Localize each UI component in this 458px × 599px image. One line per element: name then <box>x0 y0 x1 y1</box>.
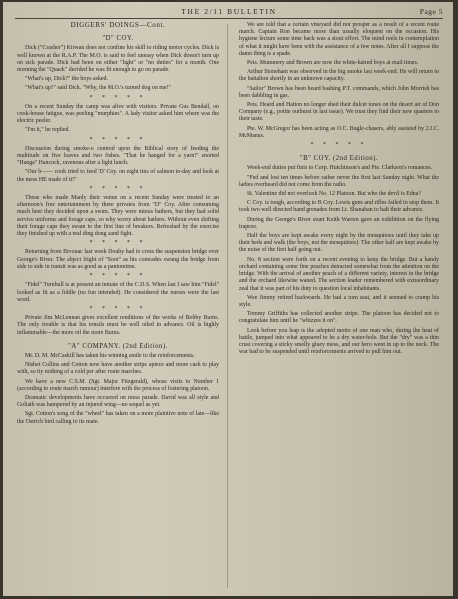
paragraph: Pets. Heard and Hatton no longer shed their dulcet tones on the desert air of Don Company (e.g., pottie outburst in last issue). We trust they find their new quarters to their taste. <box>239 102 439 123</box>
paragraph: "Fidel" Turnbull is at present an inmate of the C.D.S. When last I saw him "Fidel" looked as fit as a fiddle (no fun intended). He considered the nurses were the last word. <box>17 282 219 303</box>
paragraph: Look before you leap is the adopted motto of one man who, during the heat of battle, jumped into what appeared to be a dry water-hole. But the "dry" was a thin crust covering a sticky smelly gluey mess, and our hero went in up to the neck. The war had to be suspended until reinforcements arrived to pull him out. <box>239 327 439 356</box>
separator-stars: * * * * * <box>89 305 147 312</box>
section-heading: DIGGERS' DOINGS—Cont. <box>70 21 166 29</box>
sub-heading-a-company: "A" COMPANY. (2nd Edition). <box>68 342 168 350</box>
paragraph: During the George's River stunt Keith Warren gave an exhibition on the flying trapeze. <box>239 216 439 230</box>
sub-heading-d-coy: "D" COY. <box>102 35 134 43</box>
page-number: Page 5 <box>419 7 443 16</box>
separator-stars: * * * * * <box>89 94 147 101</box>
paragraph: Discussion during smoke-o centred upon the Biblical story of feeding the multitude on five loaves and two fishes. "That be hanged for a yarn!" snorted "Hanga" Hancock, ravenous after a light lunch. <box>17 145 219 167</box>
paragraph: We are told that a certain vineyard did not prosper as a result of a recent route march. Captain Ron became more than usually eloquent on the occasion. His hygiene lecture some time back was a stout effort. The mind reels in contemplation of what it might have been with the assistance of a few notes. After all I suppose the damn thing is a spade. <box>239 22 439 57</box>
paragraph: Those who made Manly their venue on a recent Sunday were treated to an afternoon's free entertainment by three privates from "D" Coy. After consuming much beer they decided upon a swim. They were minus bathers, but they had solid service uniforms and forage caps, so why worry about bathers. Without even shifting their forage caps they swam to the first line of breakers. Refreshed by the exercise they finished up with a real ding dong sand fight. <box>17 195 219 238</box>
paragraph: Sgt. Cotton's song of the "wheel" has taken on a more plaintive note of late—like the Ostrich bird calling to its mate. <box>17 411 219 425</box>
paragraph: Mr. D. M. McCaskill has taken his winning smile to the reinforcements. <box>25 352 195 359</box>
paragraph: Dick ("Crasher") Kirwan does not confine his skill to riding motor cycles. Dick is well known at the R.A.P. The M.O. is said to feel uneasy when Dick doesn't turn up on sick parade. Dick had been on either "light" or "no duties" for a month. One morning the "Quack" decided he was fit enough to go on parade. <box>17 45 219 74</box>
paragraph: "Fed and lost ten times before rather never the first last Sunday night. What the ladies overheard did not come from the radio. <box>239 174 439 188</box>
paragraph: We have a new C.S.M. (Sgt. Major Fitzgerald), whose visits to Number 1 (according to route march rumour) interfere with the process of fostering platoon. <box>17 378 219 392</box>
paragraph: Wee Jimmy retired backwards. He had a torn seat, and it seemed to cramp his style. <box>239 294 439 308</box>
bulletin-page <box>3 2 453 596</box>
sub-heading-b-coy: "B" COY. (2nd Edition). <box>299 155 379 163</box>
paragraph: Arthur Stoneham was observed in the big smoke last week-end. He will return to the battalion shortly in an unknown capacity. <box>239 69 439 83</box>
paragraph: Pte. W. McGregor has been acting as O.C. Bugle-chasers, ably assisted by 2.I.C. McManus. <box>239 125 439 139</box>
separator-stars: * * * * * <box>89 240 147 247</box>
paragraph: St. Valentine did not overlook No. 12 Platoon. But who the devil is Edna? <box>247 191 421 198</box>
separator-stars: * * * * * <box>310 142 368 149</box>
paragraph: Pets. Mummery and Brown are now the white-haired boys at mail times. <box>247 60 419 67</box>
paragraph: Half the boys are kept awake every night by the mosquitoes until they take up their beds and walk (the boys, not the mosquitoes). The other half are kept awake by the noise of the first half going out. <box>239 233 439 254</box>
paragraph: On a recent Sunday the camp was alive with visitors. Private Gus Bendall, on cook-house fatigue, was peeling "murphies". A lady visitor asked him where was the electric peeler. <box>17 103 219 125</box>
bulletin-title: THE 2/11 BULLETIN <box>181 7 277 16</box>
left-column <box>17 22 219 590</box>
separator-stars: * * * * * <box>89 273 147 280</box>
paragraph: "Sailor" Brown has been heard bashing P.T. commands, which John Morrish has been dabbling in gas. <box>239 85 439 99</box>
paragraph: C Coy. is tough, according to B Coy. Lewis guns and rifles failed to stop them. It took two well directed hand grenades from Lt. Shanahan to halt their advance. <box>239 200 439 214</box>
paragraph: Returning from Bivouac last week Douby had to cross the suspension bridge over George's River. The abject fright of "Soot" as his comrades swung the bridge from side to side in transit was as good as a pantomime. <box>17 249 219 270</box>
paragraph: "Our b—— cook tried to feed 'D' Coy. on eight tins of salmon to-day and look at the mess HE made of it!" <box>17 169 219 183</box>
paragraph: "What's up, Dick?" the boys asked. <box>25 76 108 83</box>
header-rule <box>15 18 443 19</box>
paragraph: Tommy Griffiths has collected another stripe. The platoon has decided not to congratulate him until he "whizzes it on". <box>239 311 439 325</box>
paragraph: Private Jim McLennan gives excellent renditions of the works of Bobby Burns. The only trouble is that his tonsils must be well oiled in advance. Oil is highly inflammable—the more oil the more Burns. <box>17 315 219 336</box>
column-divider <box>227 24 228 588</box>
paragraph: Nisbet Collins and Cotton now have another stripe apiece and more cash to play with, so tiy nothing of a cold per after route marches. <box>17 362 219 376</box>
paragraph: Week-end duties put finis to Corp. Hutchinson's and Pte. Clarkson's romances. <box>247 165 433 172</box>
paragraph: "What's up?" said Dick. "Why, the M.O.'s turned dog on me!" <box>25 85 171 92</box>
separator-stars: * * * * * <box>89 185 147 192</box>
paragraph: No. 8 section were forth on a recent evening to keep the bridge. But a handy orchard containing some fine peaches detracted somewhat from the attention on the bridge. With the arrival of another peach of a different variety, interest in the bridge and the orchard likewise waned. The section leader remembered with extraordinary zeal that it was part of his duty to question local inhabitants. <box>239 256 439 292</box>
paragraph: "I'm it," he replied. <box>25 127 70 134</box>
paragraph: Dramatic developments have occurred on mess parade. David was all style and Goliath was hampered by an injured wing—no sequel as yet. <box>17 394 219 409</box>
right-column <box>239 22 439 590</box>
separator-stars: * * * * * <box>89 136 147 143</box>
